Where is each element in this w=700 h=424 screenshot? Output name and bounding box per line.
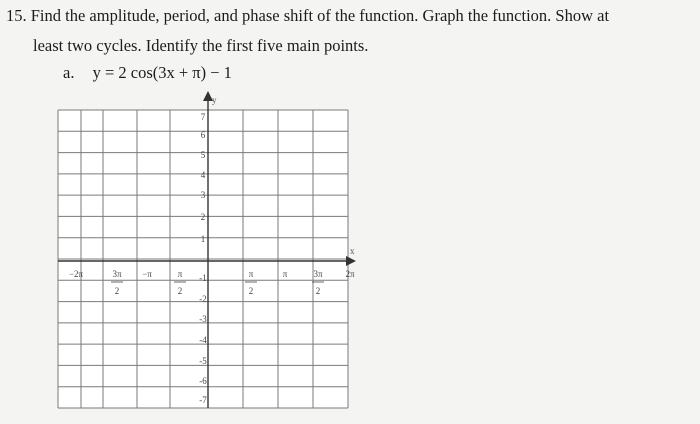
x-tick-numerator: π — [282, 269, 288, 279]
y-tick-label: -1 — [199, 273, 207, 283]
y-tick-label: 2 — [200, 212, 206, 222]
x-tick-denominator: 2 — [315, 286, 321, 296]
y-tick-label: 1 — [200, 234, 206, 244]
y-tick-label: 3 — [200, 190, 206, 200]
x-tick-denominator: 2 — [177, 286, 183, 296]
x-tick-label — [69, 269, 84, 279]
x-tick-numerator: 3π — [112, 269, 122, 279]
x-tick-numerator: −2π — [68, 269, 84, 279]
x-tick-numerator: π — [177, 269, 183, 279]
y-tick-label: -3 — [199, 314, 207, 324]
y-tick-label: -6 — [199, 376, 207, 386]
y-tick-label: -7 — [199, 395, 207, 405]
x-tick-denominator: 2 — [248, 286, 254, 296]
y-tick-label: 6 — [200, 130, 206, 140]
y-tick-label: 5 — [200, 150, 206, 160]
x-tick-numerator: 3π — [313, 269, 323, 279]
x-tick-label — [345, 269, 355, 279]
x-tick-numerator: −π — [142, 269, 152, 279]
y-axis-label: y — [212, 95, 217, 105]
x-tick-numerator: 2π — [345, 269, 355, 279]
part-a-label: a. — [63, 63, 75, 82]
y-tick-label: 7 — [200, 112, 206, 122]
y-tick-label: 4 — [200, 170, 206, 180]
x-tick-denominator: 2 — [114, 286, 120, 296]
y-tick-label: -5 — [199, 356, 207, 366]
x-axis-arrow-icon — [346, 256, 356, 266]
x-tick-label — [142, 269, 152, 279]
part-a-equation: y = 2 cos(3x + π) − 1 — [92, 63, 232, 82]
question-number: 15. — [6, 6, 27, 25]
y-tick-label: -4 — [199, 335, 207, 345]
question-text-line-2: least two cycles. Identify the first five main points. — [33, 36, 369, 55]
x-axis-label: x — [350, 246, 355, 256]
y-tick-label: -2 — [199, 294, 207, 304]
x-tick-label — [283, 269, 288, 279]
x-tick-numerator: π — [248, 269, 254, 279]
question-text-line-1: Find the amplitude, period, and phase shift of the function. Graph the function. Show at — [30, 6, 610, 25]
